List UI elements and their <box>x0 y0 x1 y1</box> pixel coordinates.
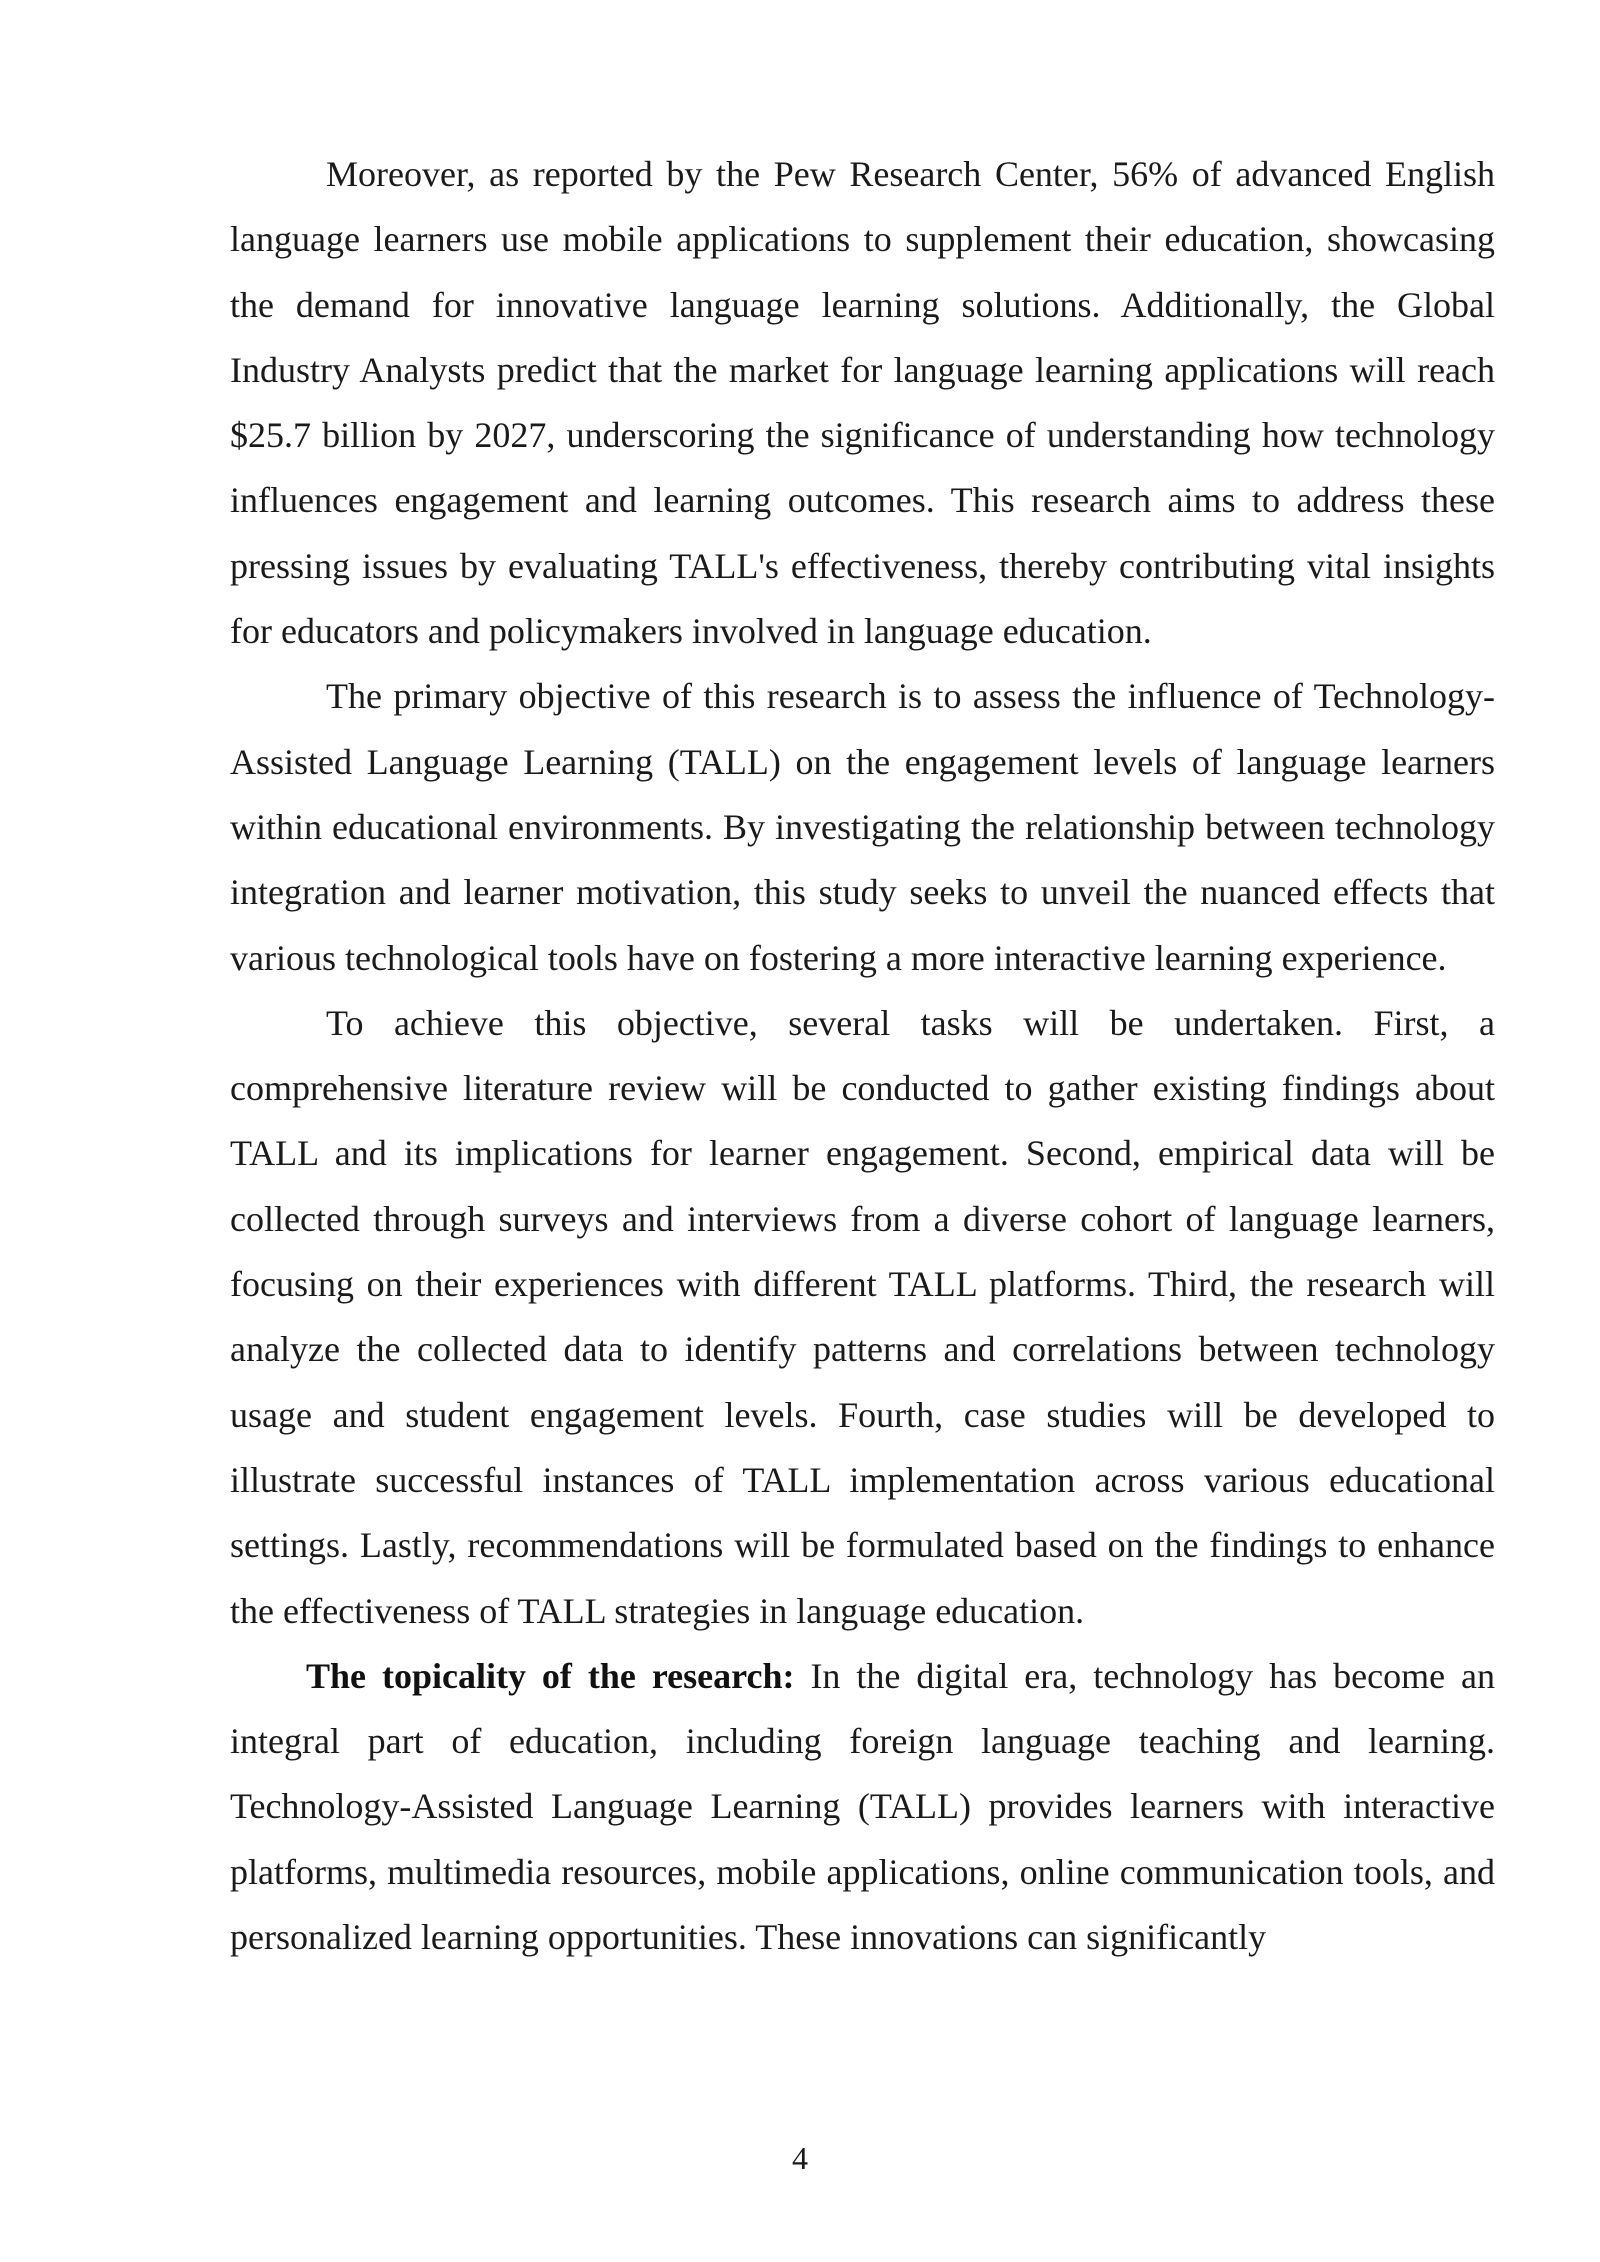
paragraph-topicality <box>230 1644 1495 1970</box>
paragraph-text: To achieve this objective, several tasks will be undertaken. First, a comprehensive literature review will be conducted to gather existing findings about TALL and its implications for learner engagement. Second, empirical data will be collected through surveys and interviews from a diverse cohort of language learners, focusing on their experiences with different TALL platforms. Third, the research will analyze the collected data to identify patterns and correlations between technology usage and student engagement levels. Fourth, case studies will be developed to illustrate successful instances of TALL implementation across various educational settings. Lastly, recommendations will be formulated based on the findings to enhance the effectiveness of TALL strategies in language education. <box>230 1002 1495 1631</box>
paragraph-tasks <box>230 991 1495 1644</box>
body-text <box>230 142 1495 1970</box>
paragraph-text: The primary objective of this research is to assess the influence of Technology-Assisted Language Learning (TALL) on the engagement levels of language learners within educational environments. By investigating the relationship between technology integration and learner motivation, this study seeks to unveil the nuanced effects that various technological tools have on fostering a more interactive learning experience. <box>230 676 1495 978</box>
topicality-heading: The topicality of the research: <box>306 1655 795 1696</box>
paragraph-pew-research <box>230 142 1495 664</box>
page-number: 4 <box>792 2140 808 2176</box>
paragraph-text: In the digital era, technology has become an integral part of education, including foreign language teaching and learning. Technology-Assisted Language Learning (TALL) provides learners with interactive platforms, multimedia resources, mobile applications, online communication tools, and personalized learning opportunities. These innovations can significantly <box>230 1655 1495 1958</box>
paragraph-primary-objective <box>230 664 1495 990</box>
paragraph-text: Moreover, as reported by the Pew Research Center, 56% of advanced English language learners use mobile applications to supplement their education, showcasing the demand for innovative language learning solutions. Additionally, the Global Industry Analysts predict that the market for language learning applications will reach $25.7 billion by 2027, underscoring the significance of understanding how technology influences engagement and learning outcomes. This research aims to address these pressing issues by evaluating TALL's effectiveness, thereby contributing vital insights for educators and policymakers involved in language education. <box>230 154 1495 652</box>
